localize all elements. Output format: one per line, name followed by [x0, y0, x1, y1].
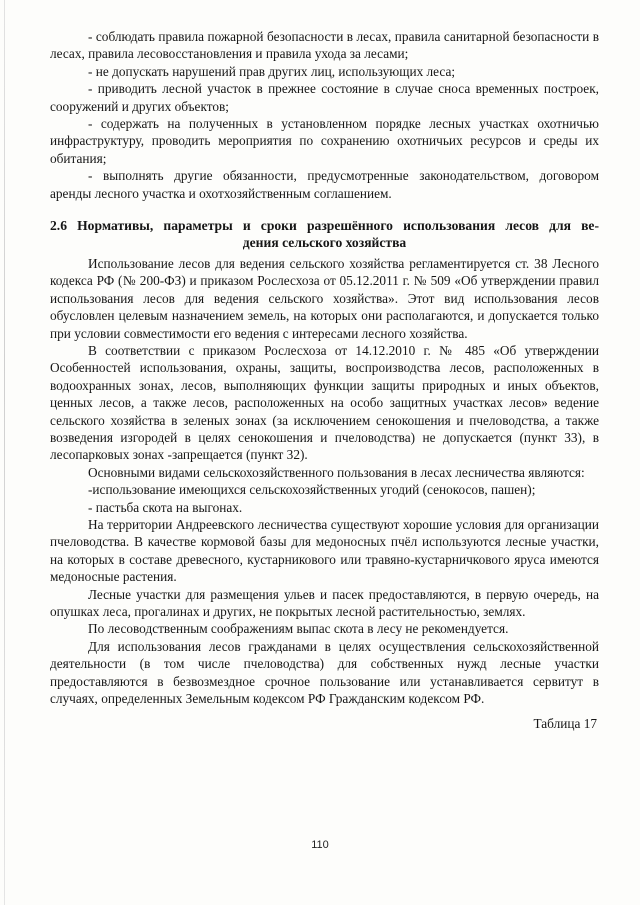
body-paragraph: По лесоводственным соображениям выпас скота в лесу не рекомендуется.	[88, 621, 509, 637]
list-item: -использование имеющихся сельскохозяйственных угодий (сенокосов, пашен);	[88, 482, 536, 498]
duty-item: - содержать на полученных в установленном порядке лесных участках охотничью инфраструктуру, проводить мероприятия по сохранению охотничьих ресурсов и среды их обитания;	[50, 116, 599, 166]
duty-item: - соблюдать правила пожарной безопасности в лесах, правила санитарной безопасности в лесах, правила лесовосстановления и правила ухода за лесами;	[50, 29, 599, 62]
body-paragraph: Основными видами сельскохозяйственного пользования в лесах лесничества являются:	[88, 464, 585, 480]
section-heading-line-2: дения сельского хозяйства	[242, 235, 407, 251]
body-paragraph: Для использования лесов гражданами в целях осуществления сельскохозяйственной деятельности (в том числе пчеловодства) для собственных нужд лесные участки предоставляются в безвозмездное срочное пользование или устанавливается сервитут в случаях, определенных Земельным кодексом РФ Гражданским кодексом РФ.	[50, 638, 599, 707]
page-content	[50, 28, 599, 733]
body-paragraph: Лесные участки для размещения ульев и пасек предоставляются, в первую очередь, на опушках леса, прогалинах и других, не покрытых лесной растительностью, землях.	[50, 586, 599, 619]
duty-item: - приводить лесной участок в прежнее состояние в случае сноса временных построек, сооружений и других объектов;	[50, 81, 599, 114]
body-paragraph: В соответствии с приказом Рослесхоза от 14.12.2010 г. № 485 «Об утверждении Особенностей использования, охраны, защиты, воспроизводства лесов, расположенных в водоохранных зонах, лесов, выполняющих функции защиты природных и иных объектов, ценных лесов, а также лесов, расположенных на особо защитных участках лесов» ведение сельского хозяйства в зеленых зонах (за исключением сенокошения и пчеловодства, а также возведения изгородей в целях сенокошения и пчеловодства) не допускается (пункт 33), в лесопарковых зонах -запрещается (пункт 32).	[50, 342, 599, 463]
list-item: - пастьба скота на выгонах.	[88, 499, 243, 515]
body-paragraph: На территории Андреевского лесничества существуют хорошие условия для организации пчеловодства. В качестве кормовой базы для медоносных пчёл используются лесные участки, на которых в составе древесного, кустарникового или травяно-кустарничкового яруса имеются медоносные растения.	[50, 516, 599, 585]
section-heading-line-1: 2.6 Нормативы, параметры и сроки разрешённого использования лесов для ве-	[50, 218, 599, 234]
scan-edge	[4, 0, 5, 905]
table-caption: Таблица 17	[533, 716, 597, 732]
body-paragraph: Использование лесов для ведения сельского хозяйства регламентируется ст. 38 Лесного кодекса РФ (№ 200-ФЗ) и приказом Рослесхоза от 05.12.2011 г. № 509 «Об утверждении правил использования лесов для ведения сельского хозяйства». Этот вид использования лесов обусловлен целевым назначением земель, на которых они располагаются, и допускается только при условии совместимости его ведения с интересами лесного хозяйства.	[50, 255, 599, 341]
page-number: 110	[311, 839, 329, 851]
duty-item: - не допускать нарушений прав других лиц, использующих леса;	[88, 63, 456, 79]
section-heading	[50, 217, 599, 252]
duty-item: - выполнять другие обязанности, предусмотренные законодательством, договором аренды лесного участка и охотхозяйственным соглашением.	[50, 168, 599, 201]
